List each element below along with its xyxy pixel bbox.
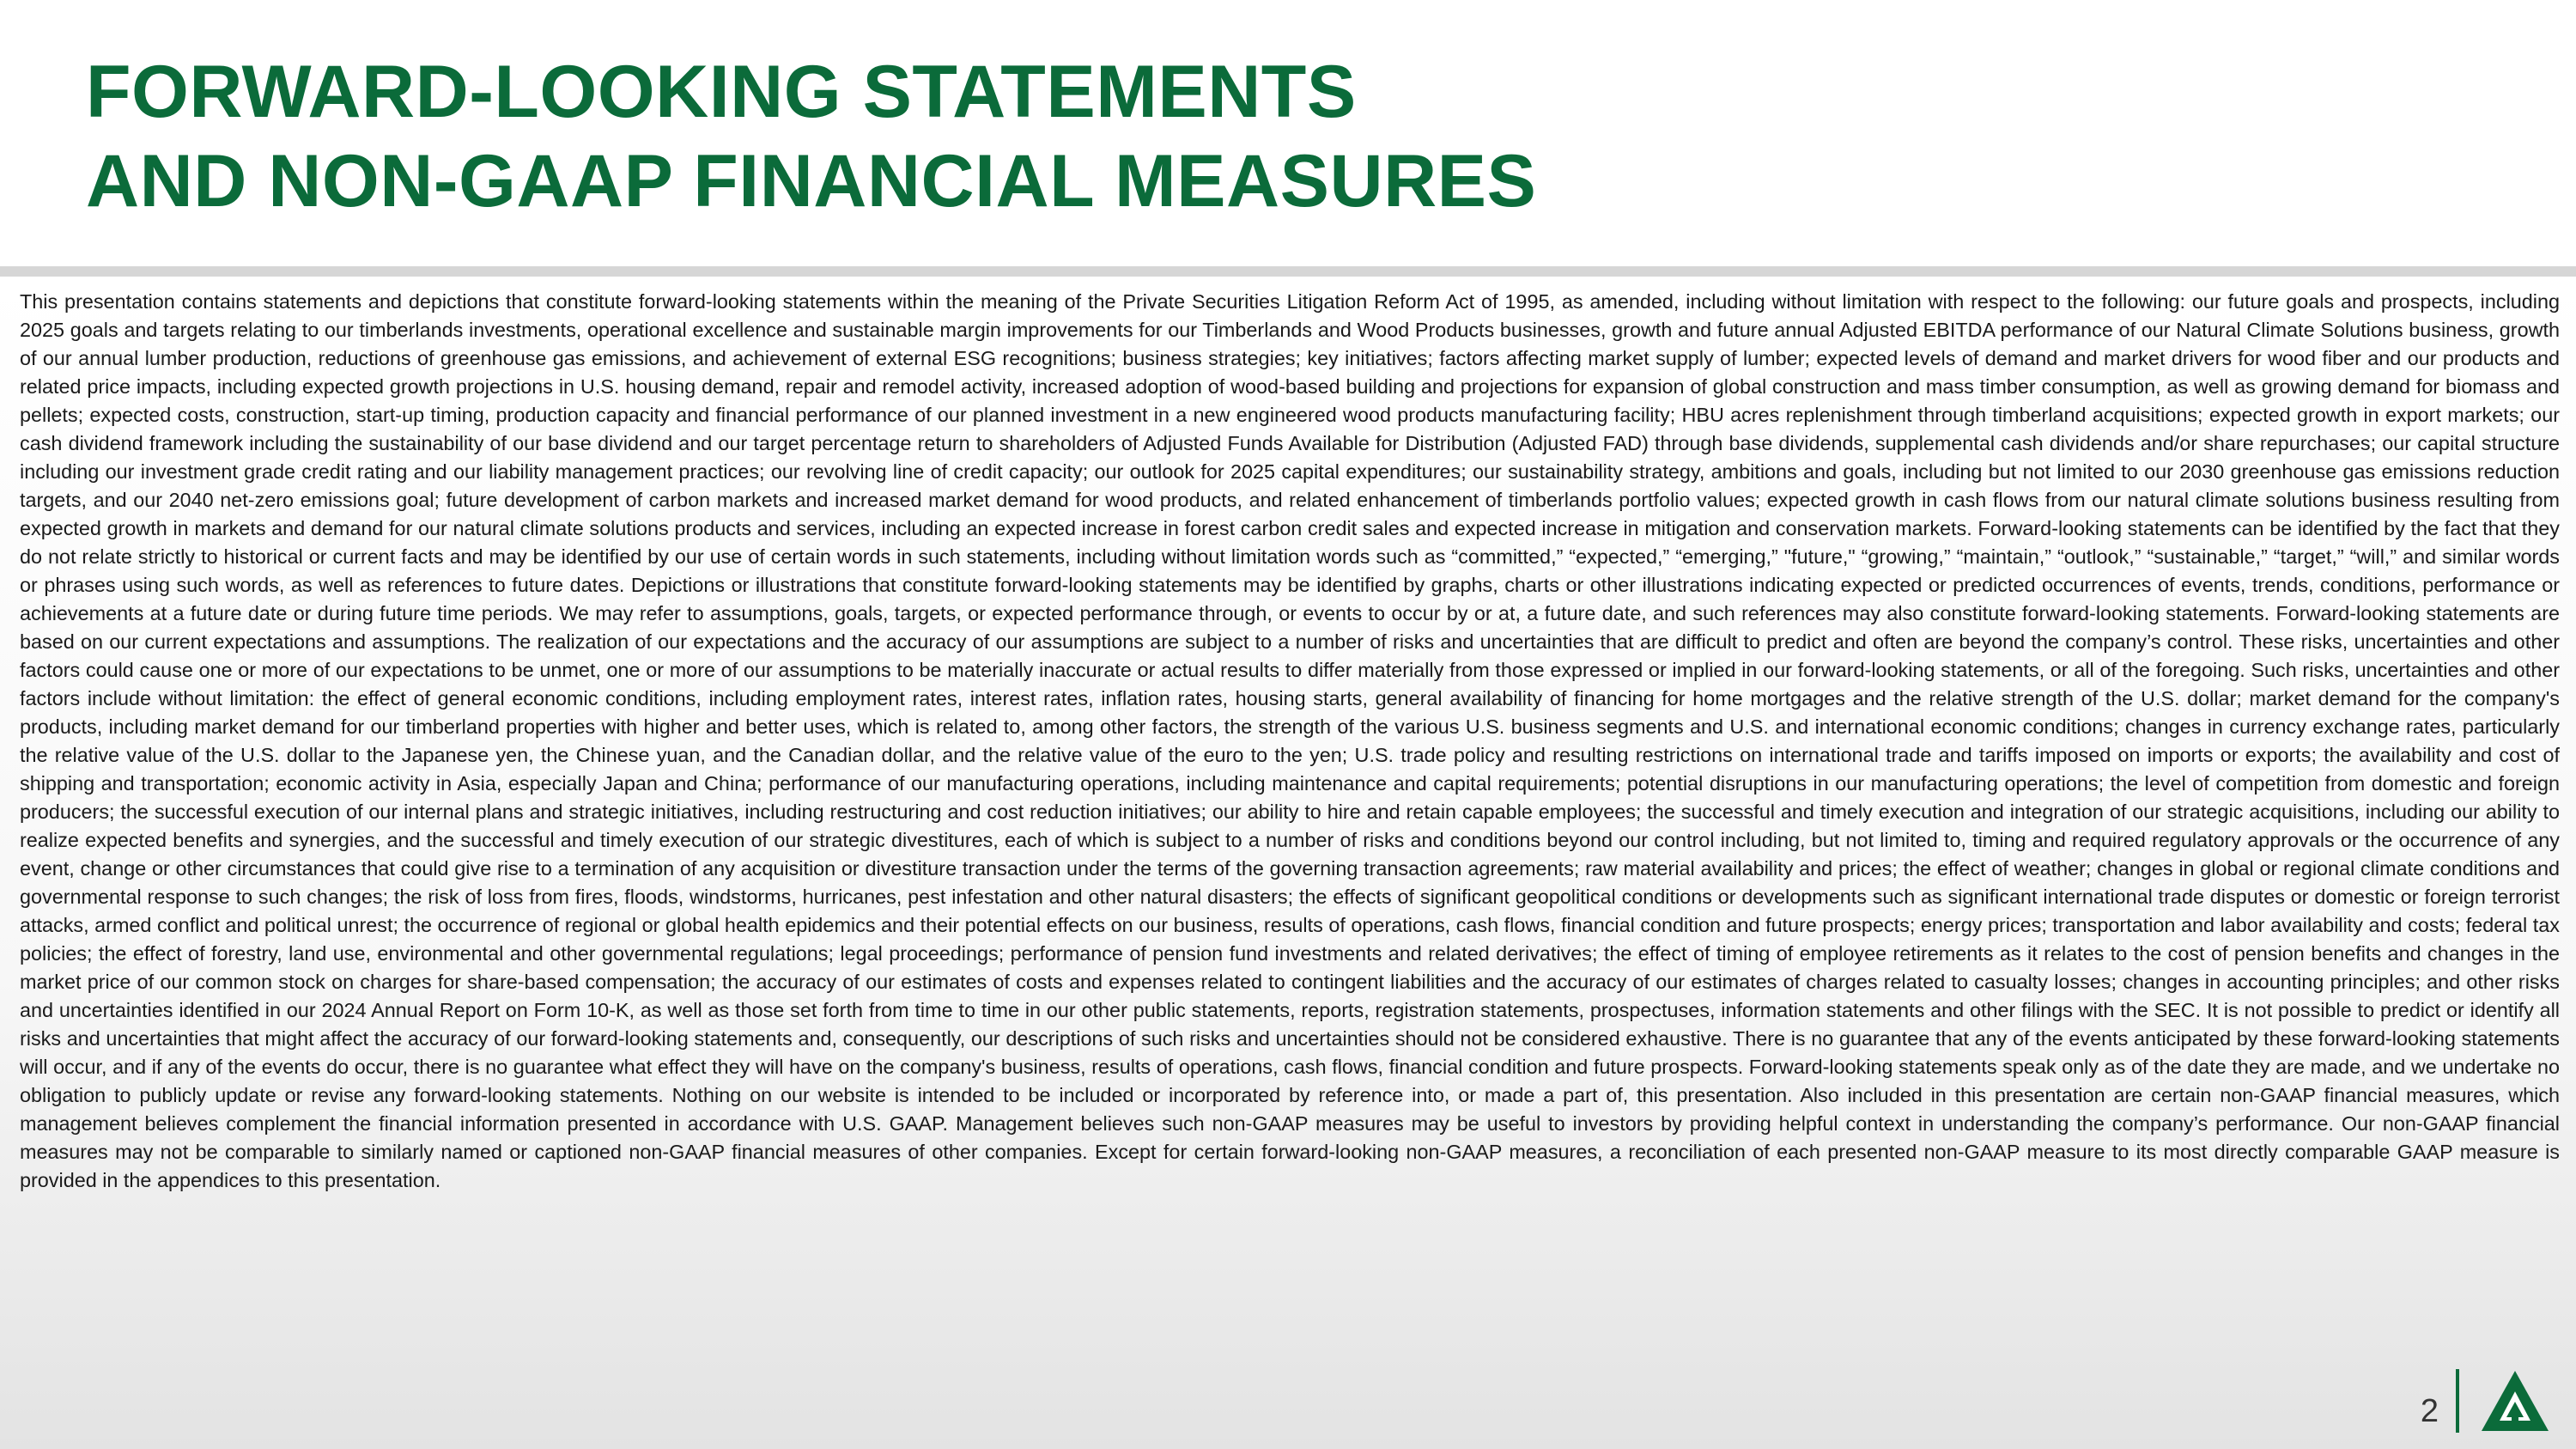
slide-title-line-1: FORWARD-LOOKING STATEMENTS <box>86 51 1357 133</box>
disclaimer-text: This presentation contains statements and depictions that constitute forward-looking statements within the meaning of the Private Securities Litigation Reform Act of 1995, as amended, including without limitation with respect to the following: our future goals and prospects, including 2025 goals and targets relating to our timberlands investments, operational excellence and sustainable margin improvements for our Timberlands and Wood Products businesses, growth and future annual Adjusted EBITDA performance of our Natural Climate Solutions business, growth of our annual lumber production, reductions of greenhouse gas emissions, and achievement of external ESG recognitions; business strategies; key initiatives; factors affecting market supply of lumber; expected levels of demand and market drivers for wood fiber and our products and related price impacts, including expected growth projections in U.S. housing demand, repair and remodel activity, increased adoption of wood-based building and projections for expansion of global construction and mass timber consumption, as well as growing demand for biomass and pellets; expected costs, construction, start-up timing, production capacity and financial performance of our planned investment in a new engineered wood products manufacturing facility; HBU acres replenishment through timberland acquisitions; expected growth in export markets; our cash dividend framework including the sustainability of our base dividend and our target percentage return to shareholders of Adjusted Funds Available for Distribution (Adjusted FAD) through base dividends, supplemental cash dividends and/or share repurchases; our capital structure including our investment grade credit rating and our liability management practices; our revolving line of credit capacity; our outlook for 2025 capital expenditures; our sustainability strategy, ambitions and goals, including but not limited to our 2030 greenhouse gas emissions reduction targets, and our 2040 net-zero emissions goal; future development of carbon markets and increased market demand for wood products, and related enhancement of timberlands portfolio values; expected growth in cash flows from our natural climate solutions business resulting from expected growth in markets and demand for our natural climate solutions products and services, including an expected increase in forest carbon credit sales and expected increase in mitigation and conservation markets. Forward-looking statements can be identified by the fact that they do not relate strictly to historical or current facts and may be identified by our use of certain words in such statements, including without limitation words such as “committed,” “expected,” “emerging,” "future," “growing,” “maintain,” “outlook,” “sustainable,” “target,” “will,” and similar words or phrases using such words, as well as references to future dates. Depictions or illustrations that constitute forward-looking statements may be identified by graphs, charts or other illustrations indicating expected or predicted occurrences of events, trends, conditions, performance or achievements at a future date or during future time periods. We may refer to assumptions, goals, targets, or expected performance through, or events to occur by or at, a future date, and such references may also constitute forward-looking statements. Forward-looking statements are based on our current expectations and assumptions. The realization of our expectations and the accuracy of our assumptions are subject to a number of risks and uncertainties that are difficult to predict and often are beyond the company’s control. These risks, uncertainties and other factors could cause one or more of our expectations to be unmet, one or more of our assumptions to be materially inaccurate or actual results to differ materially from those expressed or implied in our forward-looking statements, or all of the foregoing. Such risks, uncertainties and other factors include without limitation: the effect of general economic conditions, including employment rates, interest rates, inflation rates, housing starts, general availability of financing for home mortgages and the relative strength of the U.S. dollar; market demand for the company's products, including market demand for our timberland properties with higher and better uses, which is related to, among other factors, the strength of the various U.S. business segments and U.S. and international economic conditions; changes in currency exchange rates, particularly the relative value of the U.S. dollar to the Japanese yen, the Chinese yuan, and the Canadian dollar, and the relative value of the euro to the yen; U.S. trade policy and resulting restrictions on international trade and tariffs imposed on imports or exports; the availability and cost of shipping and transportation; economic activity in Asia, especially Japan and China; performance of our manufacturing operations, including maintenance and capital requirements; potential disruptions in our manufacturing operations; the level of competition from domestic and foreign producers; the successful execution of our internal plans and strategic initiatives, including restructuring and cost reduction initiatives; our ability to hire and retain capable employees; the successful and timely execution and integration of our strategic acquisitions, including our ability to realize expected benefits and synergies, and the successful and timely execution of our strategic divestitures, each of which is subject to a number of risks and conditions beyond our control including, but not limited to, timing and required regulatory approvals or the occurrence of any event, change or other circumstances that could give rise to a termination of any acquisition or divestiture transaction under the terms of the governing transaction agreements; raw material availability and prices; the effect of weather; changes in global or regional climate conditions and governmental response to such changes; the risk of loss from fires, floods, windstorms, hurricanes, pest infestation and other natural disasters; the effects of significant geopolitical conditions or developments such as significant international trade disputes or domestic or foreign terrorist attacks, armed conflict and political unrest; the occurrence of regional or global health epidemics and their potential effects on our business, results of operations, cash flows, financial condition and future prospects; energy prices; transportation and labor availability and costs; federal tax policies; the effect of forestry, land use, environmental and other governmental regulations; legal proceedings; performance of pension fund investments and related derivatives; the effect of timing of employee retirements as it relates to the cost of pension benefits and changes in the market price of our common stock on charges for share-based compensation; the accuracy of our estimates of costs and expenses related to contingent liabilities and the accuracy of our estimates of charges related to casualty losses; changes in accounting principles; and other risks and uncertainties identified in our 2024 Annual Report on Form 10-K, as well as those set forth from time to time in our other public statements, reports, registration statements, prospectuses, information statements and other filings with the SEC. It is not possible to predict or identify all risks and uncertainties that might affect the accuracy of our forward-looking statements and, consequently, our descriptions of such risks and uncertainties should not be considered exhaustive. There is no guarantee that any of the events anticipated by these forward-looking statements will occur, and if any of the events do occur, there is no guarantee what effect they will have on the company's business, results of operations, cash flows, financial condition and future prospects. Forward-looking statements speak only as of the date they are made, and we undertake no obligation to publicly update or revise any forward-looking statements. Nothing on our website is intended to be included or incorporated by reference into, or made a part of, this presentation. Also included in this presentation are certain non-GAAP financial measures, which management believes complement the financial information presented in accordance with U.S. GAAP. Management believes such non-GAAP measures may be useful to investors by providing helpful context in understanding the company’s performance. Our non-GAAP financial measures may not be comparable to similarly named or captioned non-GAAP financial measures of other companies. Except for certain forward-looking non-GAAP measures, a reconciliation of each presented non-GAAP measure to its most directly comparable GAAP measure is provided in the appendices to this presentation. <box>20 290 2560 1191</box>
page-number: 2 <box>2420 1393 2439 1429</box>
title-area <box>0 0 2576 266</box>
header-divider <box>0 266 2576 277</box>
triangle-tree-logo-icon <box>2476 1366 2554 1434</box>
footer-divider <box>2456 1369 2459 1433</box>
slide-title-line-2: AND NON-GAAP FINANCIAL MEASURES <box>86 140 1537 222</box>
slide-title <box>86 47 1536 226</box>
